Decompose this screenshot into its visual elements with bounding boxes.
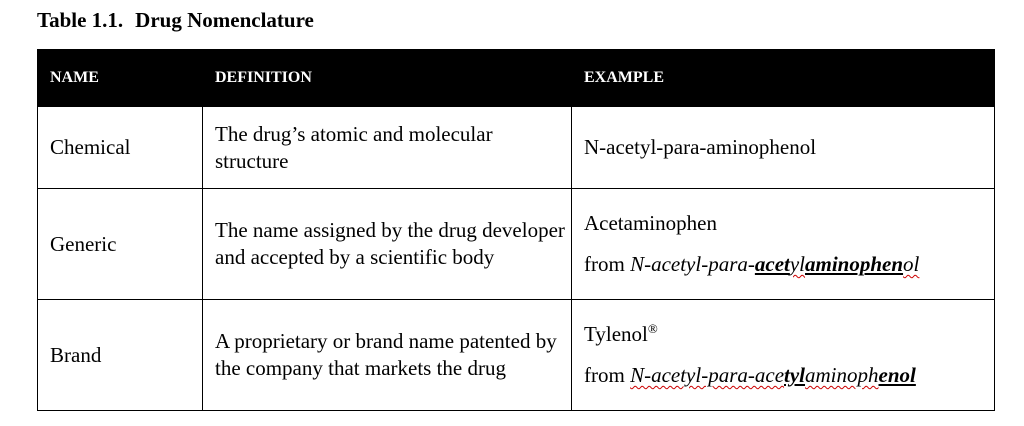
derivation-part-highlight: enol bbox=[878, 363, 916, 387]
cell-example bbox=[572, 189, 995, 300]
header-definition: DEFINITION bbox=[203, 50, 572, 107]
derivation-part: aminoph bbox=[805, 363, 879, 387]
derivation-part: ol bbox=[903, 252, 920, 276]
table-row-generic bbox=[38, 189, 995, 300]
drug-nomenclature-table bbox=[37, 49, 995, 411]
header-example: EXAMPLE bbox=[572, 50, 995, 107]
derivation-part-highlight: acet bbox=[754, 252, 790, 276]
cell-example: N-acetyl-para-aminophenol bbox=[572, 107, 995, 189]
cell-example bbox=[572, 300, 995, 411]
example-name: Tylenol bbox=[584, 322, 648, 346]
cell-definition: The name assigned by the drug developer and accepted by a scientific body bbox=[203, 189, 572, 300]
derivation-part-highlight: aminophen bbox=[805, 252, 904, 276]
derivation-prefix: from bbox=[584, 363, 631, 387]
derivation-part-highlight: tyl bbox=[784, 363, 806, 387]
table-row-chemical bbox=[38, 107, 995, 189]
derivation-part: N-acetyl-para-ace bbox=[630, 363, 785, 387]
table-number: Table 1.1. bbox=[37, 8, 124, 32]
table-caption bbox=[37, 8, 314, 33]
example-name-line bbox=[584, 321, 988, 348]
table-header-row bbox=[38, 50, 995, 107]
cell-definition: The drug’s atomic and molecular structure bbox=[203, 107, 572, 189]
cell-name: Brand bbox=[38, 300, 203, 411]
cell-name: Chemical bbox=[38, 107, 203, 189]
derivation-text bbox=[630, 252, 919, 276]
table-title: Drug Nomenclature bbox=[135, 8, 314, 32]
cell-name: Generic bbox=[38, 189, 203, 300]
registered-mark: ® bbox=[647, 321, 658, 336]
derivation-part: yl bbox=[789, 252, 806, 276]
example-derivation bbox=[584, 362, 988, 389]
header-name: NAME bbox=[38, 50, 203, 107]
example-derivation bbox=[584, 251, 988, 278]
example-name: Acetaminophen bbox=[584, 211, 717, 235]
derivation-part: N-acetyl-para- bbox=[630, 252, 755, 276]
derivation-prefix: from bbox=[584, 252, 631, 276]
table-row-brand bbox=[38, 300, 995, 411]
derivation-text bbox=[630, 363, 916, 387]
cell-definition: A proprietary or brand name patented by the company that markets the drug bbox=[203, 300, 572, 411]
